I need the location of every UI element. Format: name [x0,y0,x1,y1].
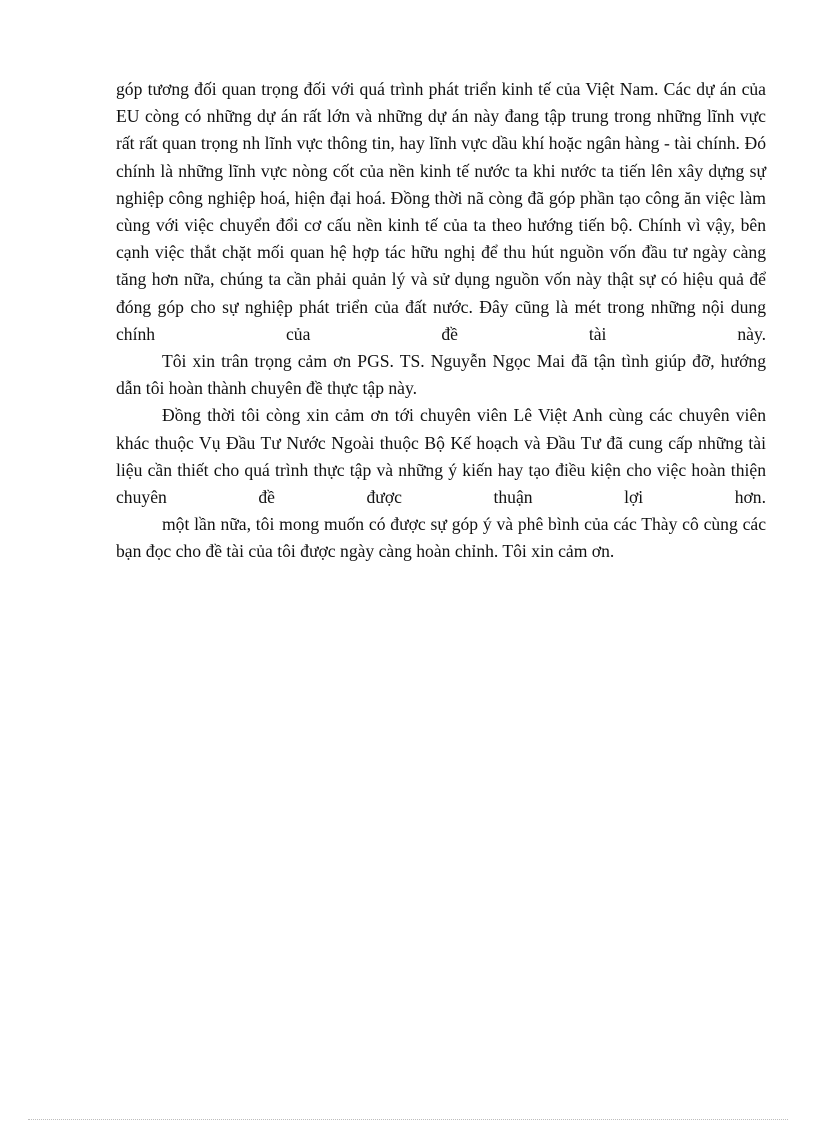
page-bottom-divider [28,1119,788,1120]
paragraph-thanks-supervisor: Tôi xin trân trọng cảm ơn PGS. TS. Nguyễn Ngọc Mai đã tận tình giúp đỡ, hướng dẫn tôi hoàn thành chuyên đề thực tập này. [116,351,766,399]
paragraph-eu-projects: góp tương đối quan trọng đối với quá trình phát triển kinh tế của Việt Nam. Các dự án của EU còng có những dự án rất lớn và những dự án này đang tập trung trong những lĩnh vực rất rất quan trọng nh lĩnh vực thông tin, hay lĩnh vực dầu khí hoặc ngân hàng - tài chính. Đó chính là những lĩnh vực nòng cốt của nền kinh tế nước ta khi nước ta tiến lên xây dựng sự nghiệp công nghiệp hoá, hiện đại hoá. Đồng thời nã còng đã góp phần tạo công ăn việc làm cùng với việc chuyển đổi cơ cấu nền kinh tế của ta theo hướng tiến bộ. Chính vì vậy, bên cạnh việc thắt chặt mối quan hệ hợp tác hữu nghị để thu hút nguồn vốn đầu tư ngày càng tăng hơn nữa, chúng ta cần phải quản lý và sử dụng nguồn vốn này thật sự có hiệu quả để đóng góp cho sự nghiệp phát triển của đất nước. Đây cũng là mét trong những nội dung chính của đề tài này. [116,79,766,344]
paragraph-closing: một lần nữa, tôi mong muốn có được sự góp ý và phê bình của các Thày cô cùng các bạn đọc cho đề tài của tôi được ngày càng hoàn chỉnh. Tôi xin cảm ơn. [116,514,766,562]
paragraph-thanks-specialists: Đồng thời tôi còng xin cảm ơn tới chuyên viên Lê Việt Anh cùng các chuyên viên khác thuộc Vụ Đầu Tư Nước Ngoài thuộc Bộ Kế hoạch và Đầu Tư đã cung cấp những tài liệu cần thiết cho quá trình thực tập và những ý kiến hay tạo điều kiện cho việc hoàn thiện chuyên đề được thuận lợi hơn. [116,405,766,508]
document-body [116,76,766,566]
